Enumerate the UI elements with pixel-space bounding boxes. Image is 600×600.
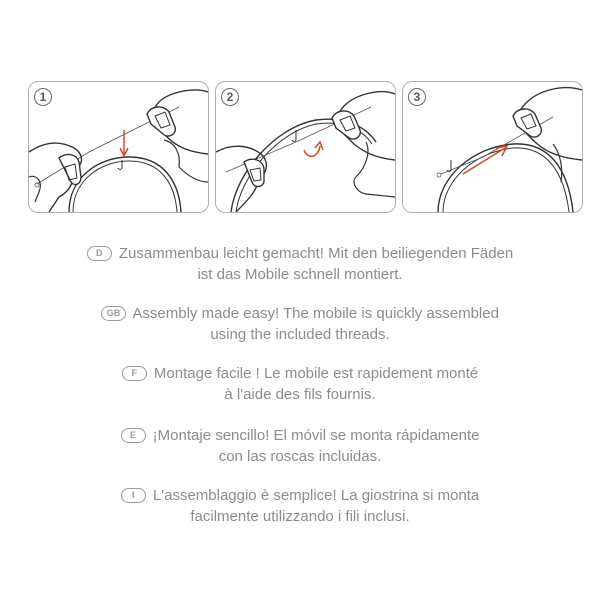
instruction-line-2: ist das Mobile schnell montiert. [197, 266, 403, 283]
instruction-french [40, 363, 560, 405]
instruction-line-2: con las roscas incluidas. [218, 448, 382, 465]
language-badge-e: E [121, 428, 146, 443]
instruction-line-1: ¡Montaje sencillo! El móvil se monta rápidamente [152, 427, 480, 444]
instruction-line-2: facilmente utilizzando i fili inclusi. [190, 508, 410, 525]
instruction-spanish [40, 425, 560, 467]
step-3-drawing [403, 82, 582, 212]
instruction-line-1: Montage facile ! Le mobile est rapidement monté [153, 365, 479, 382]
step-number: 1 [34, 88, 52, 106]
instruction-line-2: using the included threads. [210, 326, 390, 343]
step-3-illustration [402, 81, 583, 213]
instruction-line-1: Assembly made easy! The mobile is quickly assembled [132, 305, 499, 322]
language-badge-d: D [87, 246, 112, 261]
instruction-line-1: L'assemblaggio è semplice! La giostrina si monta [152, 487, 480, 504]
language-badge-i: I [121, 488, 146, 503]
step-2-drawing [216, 82, 395, 212]
instruction-italian [40, 485, 560, 527]
instruction-english [40, 303, 560, 345]
step-2-illustration [215, 81, 396, 213]
step-number: 3 [408, 88, 426, 106]
step-1-drawing [29, 82, 208, 212]
language-badge-f: F [122, 366, 147, 381]
step-number: 2 [221, 88, 239, 106]
step-1-illustration [28, 81, 209, 213]
instruction-german [40, 243, 560, 285]
language-badge-gb: GB [101, 306, 126, 321]
instruction-line-1: Zusammenbau leicht gemacht! Mit den beiliegenden Fäden [118, 245, 514, 262]
instruction-line-2: à l'aide des fils fournis. [224, 386, 376, 403]
